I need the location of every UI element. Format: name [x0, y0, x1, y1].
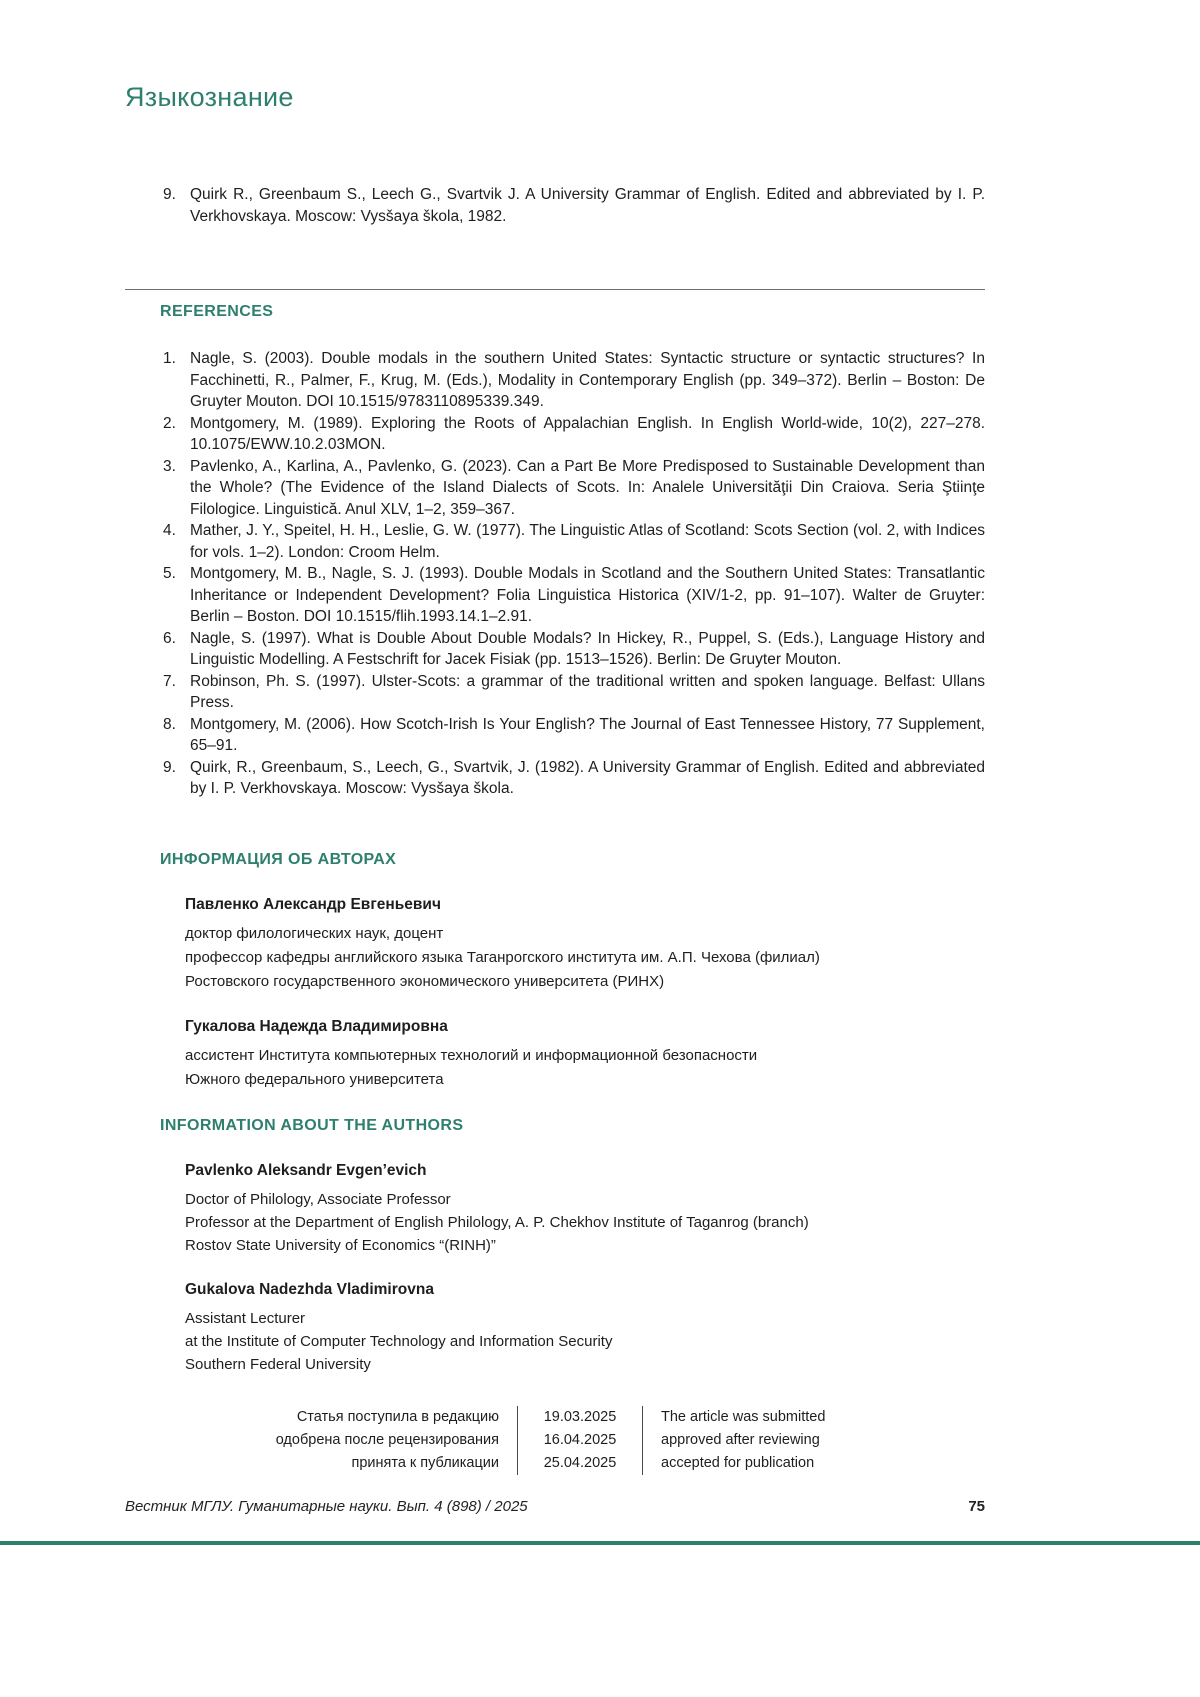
authors-ru-heading: ИНФОРМАЦИЯ ОБ АВТОРАХ [160, 850, 397, 868]
reference-text: Nagle, S. (1997). What is Double About Double Modals? In Hickey, R., Puppel, S. (Eds.), Language History and Linguistic Modelling. A Festschrift for Jacek Fisiak (pp. 1513–1526). Berlin: De Gruyter Mouton. [190, 629, 985, 668]
author-detail: Doctor of Philology, Associate Professor [185, 1190, 451, 1208]
submission-label-ru: Статья поступила в редакцию [296, 1408, 499, 1425]
submission-label-en: approved after reviewing [661, 1431, 820, 1448]
submission-dates-block [125, 1406, 985, 1475]
footer-rule [0, 1541, 1200, 1545]
reference-number: 3. [163, 457, 176, 475]
authors-ru-section [125, 894, 985, 1092]
reference-text: Nagle, S. (2003). Double modals in the southern United States: Syntactic structure or syntactic structures? In Facchinetti, R., Palmer, F., Krug, M. (Eds.), Modality in Contemporary English (pp. 349–372). Berlin – Boston: De Gruyter Mouton. DOI 10.1515/9783110895339.349. [190, 350, 985, 410]
author-detail: Southern Federal University [185, 1355, 371, 1373]
journal-title: Вестник МГЛУ. Гуманитарные науки. Вып. 4 (898) / 2025 [125, 1498, 528, 1515]
author-info [185, 894, 985, 994]
author-info [185, 1279, 985, 1376]
author-detail: Professor at the Department of English Philology, A. P. Chekhov Institute of Taganrog (branch) [185, 1213, 809, 1231]
author-detail: Ростовского государственного экономического университета (РИНХ) [185, 972, 665, 990]
reference-item [163, 413, 985, 456]
author-detail: Rostov State University of Economics “(RINH)” [185, 1236, 496, 1254]
list-item-text: Quirk R., Greenbaum S., Leech G., Svartvik J. A University Grammar of English. Edited and abbreviated by I. P. Verkhovskaya. Moscow: Vysšaya škola, 1982. [190, 186, 985, 225]
reference-number: 7. [163, 672, 176, 690]
author-detail: Южного федерального университета [185, 1070, 444, 1088]
submission-label-en: The article was submitted [661, 1408, 826, 1425]
reference-number: 8. [163, 715, 176, 733]
reference-item [163, 714, 985, 757]
reference-text: Quirk, R., Greenbaum, S., Leech, G., Svartvik, J. (1982). A University Grammar of English. Edited and abbreviated by I. P. Verkhovskaya. Moscow: Vysšaya škola. [190, 758, 985, 797]
reference-item [163, 671, 985, 714]
author-name: Pavlenko Aleksandr Evgen’evich [185, 1161, 427, 1179]
reference-item [163, 563, 985, 628]
page-number: 75 [968, 1498, 985, 1515]
section-divider [125, 289, 985, 290]
list-item-number: 9. [163, 186, 176, 203]
reference-number: 6. [163, 629, 176, 647]
reference-item [163, 348, 985, 413]
submission-date: 16.04.2025 [543, 1431, 617, 1448]
author-detail: at the Institute of Computer Technology and Information Security [185, 1332, 613, 1350]
reference-text: Pavlenko, A., Karlina, A., Pavlenko, G. (2023). Can a Part Be More Predisposed to Sustainable Development than the Whole? (The Evidence of the Island Dialects of Scots. In: Analele Universităţii Din Craiova. Seria Ştiinţe Filologice. Linguistică. Anul XLV, 1–2, 359–367. [190, 457, 985, 518]
reference-number: 1. [163, 350, 176, 367]
submission-dates [518, 1406, 642, 1475]
submission-labels-ru [239, 1406, 517, 1475]
submission-label-en: accepted for publication [661, 1454, 815, 1471]
previous-list-continuation [163, 184, 985, 227]
reference-item [163, 757, 985, 800]
author-name: Gukalova Nadezhda Vladimirovna [185, 1280, 434, 1298]
submission-label-ru: принята к публикации [351, 1454, 499, 1471]
submission-date: 19.03.2025 [543, 1408, 617, 1425]
author-info [185, 1016, 985, 1092]
reference-number: 2. [163, 414, 176, 432]
reference-number: 4. [163, 522, 176, 539]
references-heading: REFERENCES [160, 303, 274, 320]
reference-item [163, 456, 985, 521]
reference-item [163, 520, 985, 563]
reference-text: Montgomery, M. (2006). How Scotch-Irish Is Your English? The Journal of East Tennessee History, 77 Supplement, 65–91. [190, 715, 985, 754]
reference-number: 9. [163, 758, 176, 776]
authors-en-heading: INFORMATION ABOUT THE AUTHORS [160, 1116, 464, 1134]
author-detail: профессор кафедры английского языка Таганрогского института им. А.П. Чехова (филиал) [185, 948, 820, 966]
author-info [185, 1160, 985, 1257]
references-list [163, 348, 985, 800]
author-detail: ассистент Института компьютерных технологий и информационной безопасности [185, 1046, 758, 1064]
authors-en-section [125, 1160, 985, 1376]
author-name: Павленко Александр Евгеньевич [185, 895, 441, 913]
author-name: Гукалова Надежда Владимировна [185, 1017, 448, 1035]
page-content [125, 0, 985, 1475]
submission-label-ru: одобрена после рецензирования [275, 1431, 499, 1448]
reference-number: 5. [163, 565, 176, 582]
section-title: Языкознание [125, 82, 294, 112]
list-item [163, 184, 985, 227]
reference-text: Montgomery, M. B., Nagle, S. J. (1993). Double Modals in Scotland and the Southern United States: Transatlantic Inheritance or Independent Development? Folia Linguistica Historica (XIV/1-2, pp. 91–107). Walter de Gruyter: Berlin – Boston. DOI 10.1515/flih.1993.14.1–2.91. [190, 565, 985, 625]
page-footer [125, 1498, 985, 1515]
reference-text: Montgomery, M. (1989). Exploring the Roots of Appalachian English. In English World-wide, 10(2), 227–278. 10.1075/EWW.10.2.03MON. [190, 414, 985, 453]
reference-text: Robinson, Ph. S. (1997). Ulster-Scots: a grammar of the traditional written and spoken language. Belfast: Ullans Press. [190, 672, 985, 711]
author-detail: Assistant Lecturer [185, 1309, 306, 1327]
reference-text: Mather, J. Y., Speitel, H. H., Leslie, G. W. (1977). The Linguistic Atlas of Scotland: Scots Section (vol. 2, with Indices for vols. 1–2). London: Croom Helm. [190, 522, 985, 561]
reference-item [163, 628, 985, 671]
submission-date: 25.04.2025 [543, 1454, 617, 1471]
author-detail: доктор филологических наук, доцент [185, 924, 444, 942]
submission-labels-en [643, 1406, 871, 1475]
